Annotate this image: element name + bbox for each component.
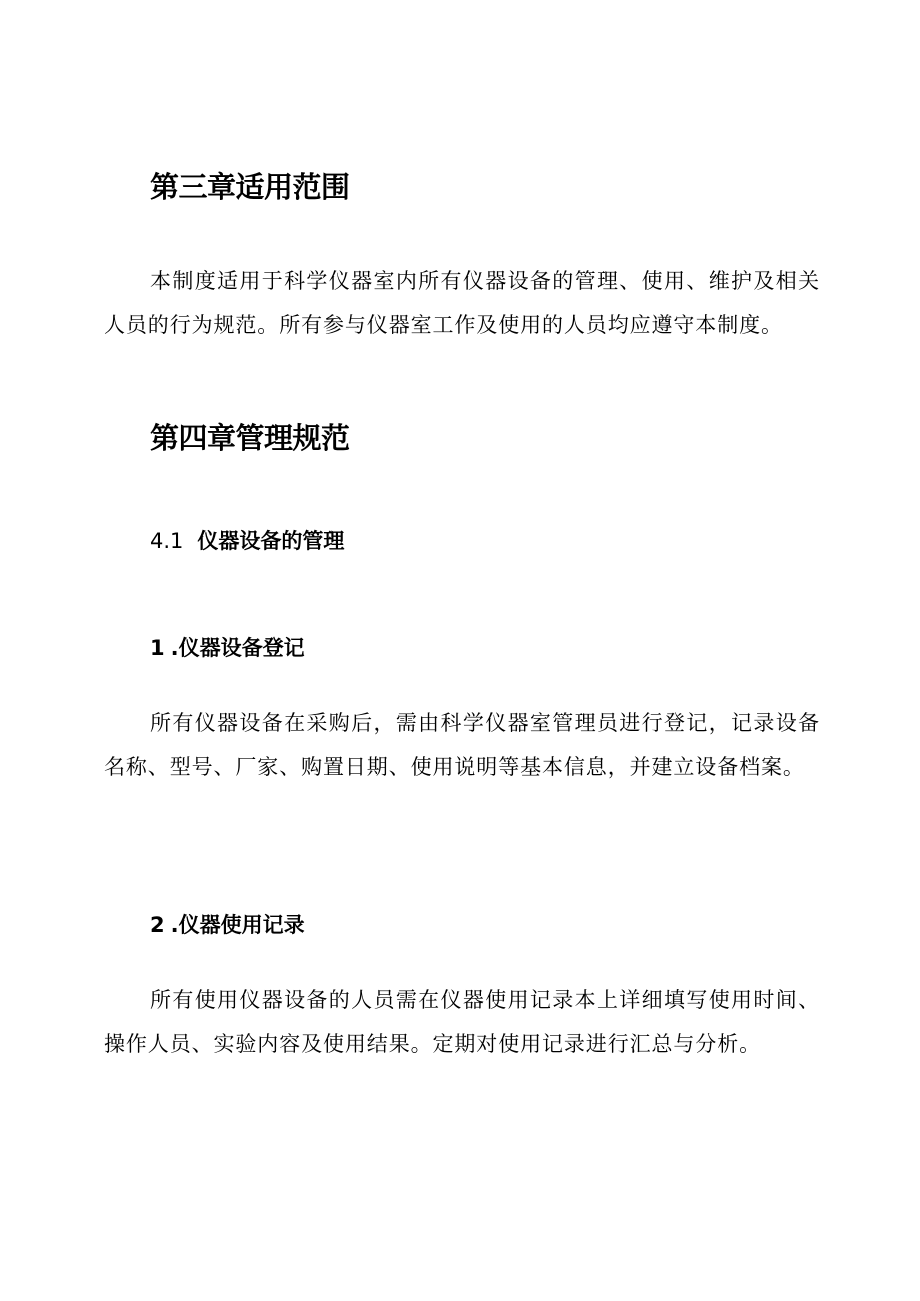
item-1-heading <box>150 635 305 661</box>
item-2-heading <box>150 912 305 938</box>
item-number: 2 <box>150 913 165 937</box>
chapter-4-title: 第四章管理规范 <box>150 421 350 455</box>
item-title: .仪器使用记录 <box>170 913 305 937</box>
section-title: 仪器设备的管理 <box>197 529 345 553</box>
item-number: 1 <box>150 636 165 660</box>
chapter-3-body: 本制度适用于科学仪器室内所有仪器设备的管理、使用、维护及相关人员的行为规范。所有参与仪器室工作及使用的人员均应遵守本制度。 <box>104 269 820 337</box>
section-4-1-heading <box>150 528 344 554</box>
item-title: .仪器设备登记 <box>170 636 305 660</box>
item-1-body: 所有仪器设备在采购后，需由科学仪器室管理员进行登记，记录设备名称、型号、厂家、购置日期、使用说明等基本信息，并建立设备档案。 <box>104 711 820 779</box>
item-2-body: 所有使用仪器设备的人员需在仪器使用记录本上详细填写使用时间、操作人员、实验内容及使用结果。定期对使用记录进行汇总与分析。 <box>104 988 820 1056</box>
section-number: 4.1 <box>150 529 184 553</box>
chapter-3-title: 第三章适用范围 <box>150 170 350 204</box>
